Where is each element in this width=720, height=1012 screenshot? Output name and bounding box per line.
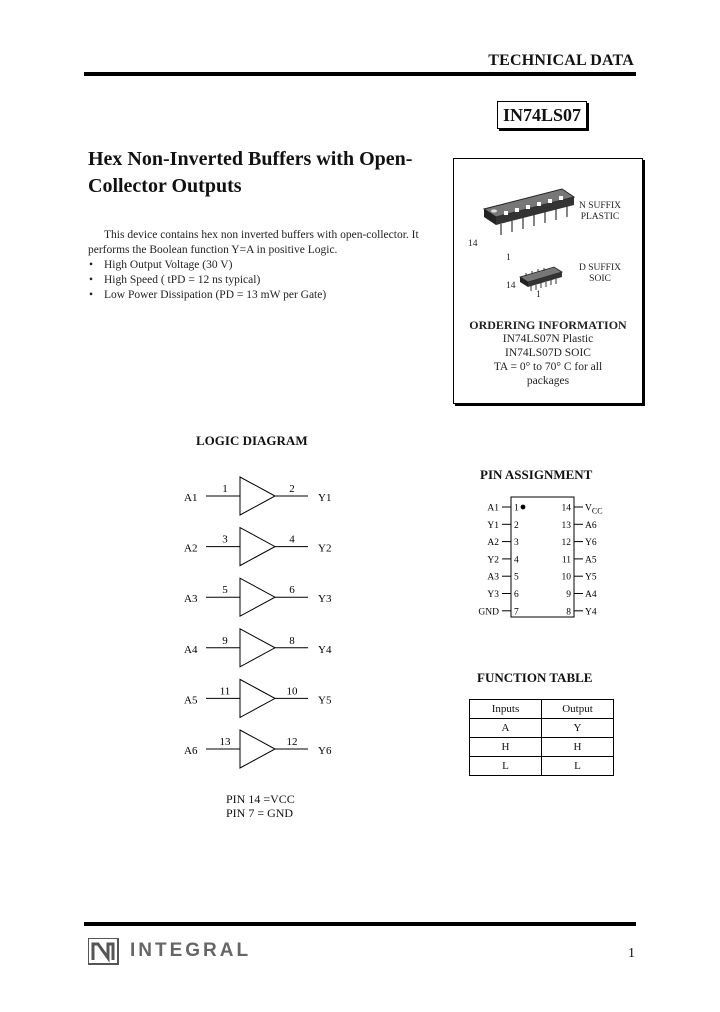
description: This device contains hex non inverted buffers with open-collector. It performs the Boolean function Y=A in positive Logic. [88,229,419,256]
buffer-gate [184,629,332,667]
pin-number: 2 [514,520,519,531]
dip-pin1-label: 1 [506,253,511,263]
pin1-dot-icon [521,505,526,510]
buffer-gate [184,730,332,768]
gate-output-pin: 12 [286,736,298,748]
header-cell: Inputs [470,700,542,719]
pin-name: Y5 [585,572,597,583]
gate-input-label: A1 [184,492,198,504]
gate-output-pin: 10 [286,685,298,698]
pin-name: A6 [585,520,597,531]
pin-row-left [487,521,519,531]
feature-item: • Low Power Dissipation (PD = 13 mW per Gate) [88,288,440,303]
soic-pin14-label: 14 [506,281,516,291]
dip-pin14-label: 14 [468,239,478,249]
ordering-line: IN74LS07D SOIC [505,347,591,359]
pin-name: Y3 [487,590,499,600]
gate-output-label: Y4 [318,643,332,656]
package-box [453,158,643,404]
gate-output-label: Y3 [318,593,332,606]
gate-input-pin: 13 [219,736,231,748]
soic-label [562,263,638,285]
brand-name: INTEGRAL [130,940,252,961]
pin-row-left [487,538,519,548]
table-cell: L [542,757,614,776]
pin-number: 12 [561,538,571,549]
function-table-title: FUNCTION TABLE [477,670,593,685]
table-cell: L [470,757,542,776]
soic-pin1-label: 1 [536,290,541,300]
ordering-line: TA = 0° to 70° C for all [493,361,603,373]
pin-row-right [562,504,603,516]
pin-name: A5 [585,555,597,566]
pin-name: GND [478,607,499,618]
table-row [470,719,614,738]
soic-package-icon [520,267,562,291]
gate-output-pin: 4 [289,533,295,546]
header-title: TECHNICAL DATA [488,52,634,69]
dip-label [562,201,638,223]
pin-number: 6 [514,590,519,600]
buffer-gate [184,477,331,515]
pin-assignment-title: PIN ASSIGNMENT [480,467,593,482]
gate-output-label: Y2 [318,542,332,555]
ordering-title: ORDERING INFORMATION [469,318,627,332]
pin-number: 5 [514,572,519,583]
function-table [469,699,614,776]
pin-row-right [562,573,597,583]
gate-input-pin: 9 [222,634,228,647]
pin-assignment-diagram [470,494,620,624]
soic-text-label: SOIC [589,274,611,284]
pin-name: Y4 [585,607,597,618]
pin-name: A4 [585,590,597,600]
title-line-1: Hex Non-Inverted Buffers with Open- [88,148,413,170]
page-number: 1 [628,946,635,961]
part-number: IN74LS07 [497,101,587,129]
pin-number: 1 [514,503,519,514]
gate-input-pin: 3 [222,533,228,546]
pin-row-right [562,538,597,548]
pin-number: 10 [561,572,571,583]
pin-name: Y1 [487,520,499,531]
buffer-gate [184,578,332,616]
gate-input-label: A6 [184,745,198,757]
table-row [470,738,614,757]
pin-number: 9 [566,590,571,600]
gate-output-pin: 2 [289,483,295,495]
table-cell: H [542,738,614,757]
pin-row-left [487,573,519,583]
pin-name: $V_{CC}$ [585,503,603,516]
gate-output-pin: 8 [289,634,295,647]
pin-row-left [487,555,519,565]
document-title [88,146,448,200]
vcc-note: PIN 14 =VCC [226,792,295,806]
table-cell: Y [542,719,614,738]
logic-diagram [170,472,350,772]
pin-number: 14 [561,503,571,514]
buffer-gate [184,528,331,566]
d-suffix-label: D SUFFIX [579,263,621,273]
dip-package-icon [484,189,574,235]
header-cell: Output [542,700,614,719]
pin-name: A3 [487,572,499,583]
gate-output-label: Y5 [318,694,332,707]
ordering-info [454,318,642,388]
pin-name: Y2 [487,555,499,566]
logic-diagram-title: LOGIC DIAGRAM [196,433,308,448]
pin-number: 8 [566,607,571,618]
table-cell: A [470,719,542,738]
pin-row-left [478,607,519,617]
pin-row-left [487,590,519,600]
pin-row-right [562,555,597,565]
pin-number: 3 [514,538,519,549]
gate-input-label: A5 [184,694,198,707]
pin-number: 7 [514,607,519,618]
ordering-line: packages [526,375,570,387]
pin-row-right [562,521,597,531]
gate-input-label: A3 [184,593,198,606]
title-line-2: Collector Outputs [88,175,242,197]
pin-number: 11 [561,555,571,566]
gate-output-pin: 6 [289,584,295,597]
table-row [470,757,614,776]
feature-item: • High Speed ( tPD = 12 ns typical) [88,273,440,288]
feature-list [88,258,440,303]
plastic-label: PLASTIC [580,212,620,222]
ordering-line: IN74LS07N Plastic [502,333,594,345]
buffer-gate [184,679,332,717]
gate-output-label: Y6 [318,745,332,757]
header-rule [84,72,636,76]
integral-logo-icon [88,938,122,966]
pin-name: Y6 [585,538,597,549]
pin-number: 4 [514,555,519,566]
feature-item: • High Output Voltage (30 V) [88,258,440,273]
pin-row-right [566,607,597,617]
gate-input-label: A4 [184,643,198,656]
gate-input-label: A2 [184,542,198,555]
footer-rule [84,922,636,926]
gate-input-pin: 5 [222,584,228,597]
gate-output-label: Y1 [318,492,332,504]
package-illustration [454,159,642,309]
gnd-note: PIN 7 = GND [226,806,294,820]
pin-number: 13 [561,520,571,531]
logic-notes [226,792,295,820]
gate-input-pin: 1 [222,483,228,495]
pin-row-right [566,590,597,600]
table-row [470,700,614,719]
gate-input-pin: 11 [219,685,231,698]
intro-text [88,228,440,303]
table-cell: H [470,738,542,757]
n-suffix-label: N SUFFIX [579,201,621,211]
pin-row-left [487,504,519,514]
pin-name: A1 [487,503,499,514]
pin-name: A2 [487,538,499,549]
